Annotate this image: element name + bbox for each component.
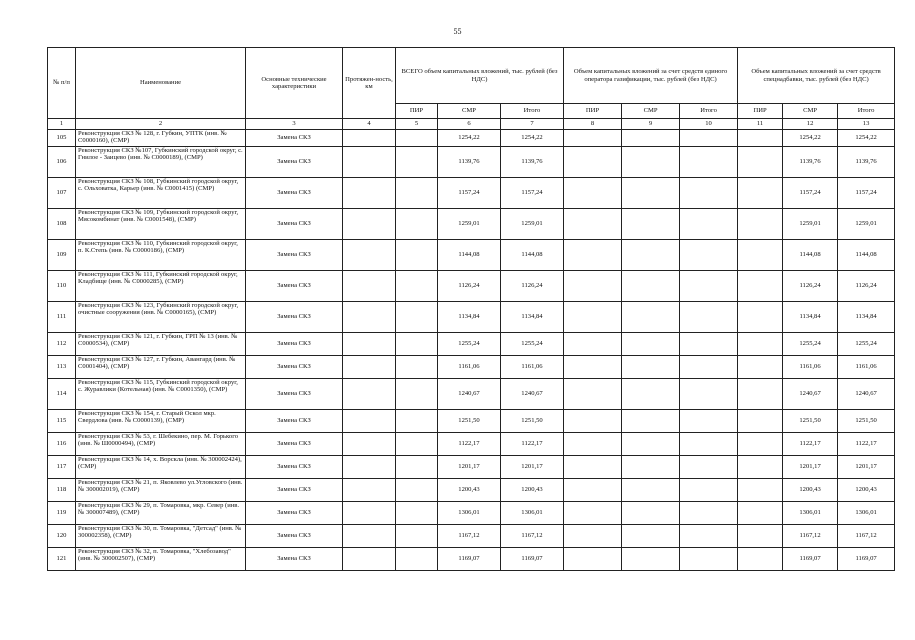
total-smr-cell: 1251,50 [438, 410, 501, 433]
row-number: 112 [48, 333, 76, 356]
total-smr-cell: 1259,01 [438, 209, 501, 240]
length-cell [343, 379, 396, 410]
header-smr: СМР [783, 104, 838, 119]
table-row [48, 525, 895, 548]
premium-pir-cell [738, 178, 783, 209]
premium-itogo-cell: 1259,01 [838, 209, 895, 240]
operator-pir-cell [564, 240, 622, 271]
operator-smr-cell [622, 525, 680, 548]
premium-itogo-cell: 1157,24 [838, 178, 895, 209]
tech-characteristics: Замена СКЗ [246, 333, 343, 356]
total-itogo-cell: 1134,84 [501, 302, 564, 333]
header-length: Протяжен-ность, км [343, 48, 396, 119]
object-name: Реконструкция СКЗ № 109, Губкинский городской округ, Мясокомбинат (инв. № С0001548), (СМР) [76, 209, 246, 240]
premium-smr-cell: 1254,22 [783, 130, 838, 147]
premium-smr-cell: 1306,01 [783, 502, 838, 525]
header-gas-operator: Объем капитальных вложений за счет средств единого оператора газификации, тыс. рублей (без НДС) [564, 48, 738, 104]
tech-characteristics: Замена СКЗ [246, 456, 343, 479]
premium-smr-cell: 1122,17 [783, 433, 838, 456]
tech-characteristics: Замена СКЗ [246, 240, 343, 271]
length-cell [343, 502, 396, 525]
object-name: Реконструкция СКЗ № 121, г. Губкин, ГРП № 13 (инв. № С0000534), (СМР) [76, 333, 246, 356]
total-pir-cell [396, 130, 438, 147]
total-smr-cell: 1254,22 [438, 130, 501, 147]
premium-smr-cell: 1161,06 [783, 356, 838, 379]
operator-smr-cell [622, 209, 680, 240]
length-cell [343, 456, 396, 479]
operator-itogo-cell [680, 410, 738, 433]
column-number-row [48, 119, 895, 130]
object-name: Реконструкция СКЗ № 14, х. Ворскла (инв. № 300002424), (СМР) [76, 456, 246, 479]
premium-pir-cell [738, 209, 783, 240]
length-cell [343, 209, 396, 240]
premium-itogo-cell: 1169,07 [838, 548, 895, 571]
operator-smr-cell [622, 302, 680, 333]
row-number: 109 [48, 240, 76, 271]
length-cell [343, 178, 396, 209]
premium-pir-cell [738, 356, 783, 379]
operator-pir-cell [564, 271, 622, 302]
total-pir-cell [396, 525, 438, 548]
premium-smr-cell: 1169,07 [783, 548, 838, 571]
total-smr-cell: 1122,17 [438, 433, 501, 456]
table-row [48, 479, 895, 502]
object-name: Реконструкция СКЗ № 108, Губкинский городской округ, с. Ольховатка, Карьер (инв. № С0001415) (СМР) [76, 178, 246, 209]
operator-pir-cell [564, 379, 622, 410]
premium-itogo-cell: 1255,24 [838, 333, 895, 356]
premium-pir-cell [738, 410, 783, 433]
row-number: 105 [48, 130, 76, 147]
operator-smr-cell [622, 130, 680, 147]
operator-pir-cell [564, 147, 622, 178]
header-pir: ПИР [564, 104, 622, 119]
premium-pir-cell [738, 240, 783, 271]
total-smr-cell: 1201,17 [438, 456, 501, 479]
operator-smr-cell [622, 410, 680, 433]
operator-smr-cell [622, 433, 680, 456]
column-number: 1 [48, 119, 76, 130]
premium-itogo-cell: 1306,01 [838, 502, 895, 525]
header-total-investment: ВСЕГО объем капитальных вложений, тыс. рублей (без НДС) [396, 48, 564, 104]
table-row [48, 333, 895, 356]
operator-smr-cell [622, 356, 680, 379]
operator-pir-cell [564, 302, 622, 333]
table-row [48, 356, 895, 379]
operator-smr-cell [622, 548, 680, 571]
column-number: 5 [396, 119, 438, 130]
premium-pir-cell [738, 456, 783, 479]
object-name: Реконструкция СКЗ № 29, п. Томаровка, мкр. Север (инв. № 300007489), (СМР) [76, 502, 246, 525]
premium-smr-cell: 1157,24 [783, 178, 838, 209]
total-pir-cell [396, 479, 438, 502]
operator-smr-cell [622, 178, 680, 209]
column-number: 2 [76, 119, 246, 130]
premium-smr-cell: 1201,17 [783, 456, 838, 479]
premium-smr-cell: 1200,43 [783, 479, 838, 502]
operator-itogo-cell [680, 130, 738, 147]
row-number: 108 [48, 209, 76, 240]
total-pir-cell [396, 178, 438, 209]
operator-itogo-cell [680, 456, 738, 479]
length-cell [343, 147, 396, 178]
header-itogo: Итого [501, 104, 564, 119]
column-number: 6 [438, 119, 501, 130]
operator-smr-cell [622, 240, 680, 271]
operator-itogo-cell [680, 147, 738, 178]
total-smr-cell: 1139,76 [438, 147, 501, 178]
row-number: 118 [48, 479, 76, 502]
operator-itogo-cell [680, 356, 738, 379]
header-itogo: Итого [680, 104, 738, 119]
row-number: 111 [48, 302, 76, 333]
header-smr: СМР [622, 104, 680, 119]
premium-smr-cell: 1144,08 [783, 240, 838, 271]
operator-pir-cell [564, 548, 622, 571]
column-number: 13 [838, 119, 895, 130]
premium-smr-cell: 1240,67 [783, 379, 838, 410]
total-smr-cell: 1255,24 [438, 333, 501, 356]
operator-itogo-cell [680, 502, 738, 525]
object-name: Реконструкция СКЗ № 127, г. Губкин, Авангард (инв. № С0001404), (СМР) [76, 356, 246, 379]
premium-pir-cell [738, 130, 783, 147]
total-itogo-cell: 1139,76 [501, 147, 564, 178]
tech-characteristics: Замена СКЗ [246, 178, 343, 209]
total-pir-cell [396, 433, 438, 456]
tech-characteristics: Замена СКЗ [246, 433, 343, 456]
tech-characteristics: Замена СКЗ [246, 379, 343, 410]
header-pir: ПИР [738, 104, 783, 119]
page-number: 55 [453, 27, 462, 36]
premium-pir-cell [738, 502, 783, 525]
length-cell [343, 240, 396, 271]
premium-smr-cell: 1255,24 [783, 333, 838, 356]
total-pir-cell [396, 456, 438, 479]
operator-pir-cell [564, 456, 622, 479]
row-number: 121 [48, 548, 76, 571]
table-row [48, 410, 895, 433]
operator-itogo-cell [680, 240, 738, 271]
row-number: 119 [48, 502, 76, 525]
premium-pir-cell [738, 147, 783, 178]
table-row [48, 209, 895, 240]
operator-itogo-cell [680, 209, 738, 240]
operator-smr-cell [622, 479, 680, 502]
premium-itogo-cell: 1201,17 [838, 456, 895, 479]
premium-smr-cell: 1126,24 [783, 271, 838, 302]
total-pir-cell [396, 502, 438, 525]
operator-pir-cell [564, 209, 622, 240]
operator-itogo-cell [680, 302, 738, 333]
operator-pir-cell [564, 433, 622, 456]
object-name: Реконструкция СКЗ № 154, г. Старый Оскол мкр. Свердлова (инв. № С0000139), (СМР) [76, 410, 246, 433]
object-name: Реконструкция СКЗ № 30, п. Томаровка, "Детсад" (инв. № 300002358), (СМР) [76, 525, 246, 548]
premium-itogo-cell: 1240,67 [838, 379, 895, 410]
total-smr-cell: 1134,84 [438, 302, 501, 333]
column-number: 8 [564, 119, 622, 130]
tech-characteristics: Замена СКЗ [246, 130, 343, 147]
total-itogo-cell: 1306,01 [501, 502, 564, 525]
premium-pir-cell [738, 525, 783, 548]
operator-pir-cell [564, 333, 622, 356]
premium-pir-cell [738, 333, 783, 356]
length-cell [343, 333, 396, 356]
operator-smr-cell [622, 333, 680, 356]
total-pir-cell [396, 147, 438, 178]
total-itogo-cell: 1254,22 [501, 130, 564, 147]
total-pir-cell [396, 271, 438, 302]
premium-smr-cell: 1259,01 [783, 209, 838, 240]
premium-pir-cell [738, 548, 783, 571]
row-number: 120 [48, 525, 76, 548]
total-pir-cell [396, 209, 438, 240]
header-name: Наименование [76, 48, 246, 119]
total-itogo-cell: 1201,17 [501, 456, 564, 479]
header-itogo: Итого [838, 104, 895, 119]
total-itogo-cell: 1169,07 [501, 548, 564, 571]
length-cell [343, 548, 396, 571]
total-itogo-cell: 1126,24 [501, 271, 564, 302]
table-row [48, 302, 895, 333]
object-name: Реконструкция СКЗ № 21, п. Яковлево ул.Угловского (инв. № 300002019), (СМР) [76, 479, 246, 502]
operator-itogo-cell [680, 548, 738, 571]
row-number: 110 [48, 271, 76, 302]
operator-smr-cell [622, 271, 680, 302]
tech-characteristics: Замена СКЗ [246, 502, 343, 525]
total-itogo-cell: 1259,01 [501, 209, 564, 240]
length-cell [343, 433, 396, 456]
column-number: 4 [343, 119, 396, 130]
tech-characteristics: Замена СКЗ [246, 356, 343, 379]
tech-characteristics: Замена СКЗ [246, 525, 343, 548]
row-number: 107 [48, 178, 76, 209]
premium-smr-cell: 1167,12 [783, 525, 838, 548]
operator-itogo-cell [680, 178, 738, 209]
tech-characteristics: Замена СКЗ [246, 302, 343, 333]
premium-itogo-cell: 1161,06 [838, 356, 895, 379]
tech-characteristics: Замена СКЗ [246, 548, 343, 571]
column-number: 12 [783, 119, 838, 130]
column-number: 3 [246, 119, 343, 130]
premium-itogo-cell: 1200,43 [838, 479, 895, 502]
column-number: 9 [622, 119, 680, 130]
length-cell [343, 302, 396, 333]
premium-pir-cell [738, 379, 783, 410]
premium-itogo-cell: 1126,24 [838, 271, 895, 302]
total-itogo-cell: 1240,67 [501, 379, 564, 410]
header-pir: ПИР [396, 104, 438, 119]
length-cell [343, 130, 396, 147]
total-smr-cell: 1126,24 [438, 271, 501, 302]
operator-smr-cell [622, 379, 680, 410]
tech-characteristics: Замена СКЗ [246, 147, 343, 178]
operator-smr-cell [622, 502, 680, 525]
object-name: Реконструкция СКЗ № 128, г. Губкин, УПТК (инв. № С0000160), (СМР) [76, 130, 246, 147]
total-itogo-cell: 1167,12 [501, 525, 564, 548]
table-body [48, 130, 895, 571]
object-name: Реконструкция СКЗ №107, Губкинский городской округ, с. Гнилое - Заицево (инв. № С0000189), (СМР) [76, 147, 246, 178]
premium-itogo-cell: 1167,12 [838, 525, 895, 548]
column-number: 11 [738, 119, 783, 130]
column-number: 10 [680, 119, 738, 130]
total-itogo-cell: 1255,24 [501, 333, 564, 356]
tech-characteristics: Замена СКЗ [246, 479, 343, 502]
object-name: Реконструкция СКЗ № 123, Губкинский городской округ, очистные сооружения (инв. № С0000165), (СМР) [76, 302, 246, 333]
table-row [48, 502, 895, 525]
row-number: 113 [48, 356, 76, 379]
premium-itogo-cell: 1122,17 [838, 433, 895, 456]
total-itogo-cell: 1200,43 [501, 479, 564, 502]
total-pir-cell [396, 333, 438, 356]
object-name: Реконструкция СКЗ № 110, Губкинский городской округ, п. К.Степь (инв. № С0000186), (СМР) [76, 240, 246, 271]
table-row [48, 147, 895, 178]
total-pir-cell [396, 302, 438, 333]
table-header [48, 48, 895, 130]
operator-itogo-cell [680, 379, 738, 410]
row-number: 106 [48, 147, 76, 178]
operator-pir-cell [564, 502, 622, 525]
operator-smr-cell [622, 147, 680, 178]
total-itogo-cell: 1122,17 [501, 433, 564, 456]
premium-itogo-cell: 1254,22 [838, 130, 895, 147]
operator-pir-cell [564, 479, 622, 502]
premium-smr-cell: 1134,84 [783, 302, 838, 333]
premium-itogo-cell: 1139,76 [838, 147, 895, 178]
header-smr: СМР [438, 104, 501, 119]
premium-smr-cell: 1251,50 [783, 410, 838, 433]
table-row [48, 271, 895, 302]
length-cell [343, 356, 396, 379]
premium-pir-cell [738, 433, 783, 456]
tech-characteristics: Замена СКЗ [246, 209, 343, 240]
total-smr-cell: 1157,24 [438, 178, 501, 209]
premium-itogo-cell: 1251,50 [838, 410, 895, 433]
total-smr-cell: 1161,06 [438, 356, 501, 379]
table-row [48, 178, 895, 209]
operator-itogo-cell [680, 333, 738, 356]
total-smr-cell: 1144,08 [438, 240, 501, 271]
table-row [48, 379, 895, 410]
total-smr-cell: 1169,07 [438, 548, 501, 571]
operator-pir-cell [564, 178, 622, 209]
total-pir-cell [396, 410, 438, 433]
total-itogo-cell: 1144,08 [501, 240, 564, 271]
table-row [48, 433, 895, 456]
column-number: 7 [501, 119, 564, 130]
row-number: 116 [48, 433, 76, 456]
premium-itogo-cell: 1144,08 [838, 240, 895, 271]
total-pir-cell [396, 379, 438, 410]
header-row-no: № п/п [48, 48, 76, 119]
object-name: Реконструкция СКЗ № 53, г. Шебекино, пер. М. Горького (инв. № Ш0000494), (СМР) [76, 433, 246, 456]
total-smr-cell: 1306,01 [438, 502, 501, 525]
total-smr-cell: 1200,43 [438, 479, 501, 502]
operator-itogo-cell [680, 271, 738, 302]
operator-itogo-cell [680, 479, 738, 502]
total-itogo-cell: 1251,50 [501, 410, 564, 433]
row-number: 115 [48, 410, 76, 433]
table-row [48, 240, 895, 271]
operator-pir-cell [564, 525, 622, 548]
header-tech: Основные технические характеристики [246, 48, 343, 119]
total-itogo-cell: 1161,06 [501, 356, 564, 379]
capital-investment-table [47, 47, 895, 571]
total-pir-cell [396, 548, 438, 571]
table-row [48, 130, 895, 147]
operator-smr-cell [622, 456, 680, 479]
header-special-premium: Объем капитальных вложений за счет средств спецнадбавки, тыс. рублей (без НДС) [738, 48, 895, 104]
total-smr-cell: 1167,12 [438, 525, 501, 548]
length-cell [343, 479, 396, 502]
operator-pir-cell [564, 130, 622, 147]
operator-itogo-cell [680, 525, 738, 548]
table-row [48, 548, 895, 571]
premium-itogo-cell: 1134,84 [838, 302, 895, 333]
table-row [48, 456, 895, 479]
row-number: 117 [48, 456, 76, 479]
premium-pir-cell [738, 271, 783, 302]
tech-characteristics: Замена СКЗ [246, 271, 343, 302]
total-smr-cell: 1240,67 [438, 379, 501, 410]
premium-smr-cell: 1139,76 [783, 147, 838, 178]
premium-pir-cell [738, 479, 783, 502]
length-cell [343, 525, 396, 548]
object-name: Реконструкция СКЗ № 32, п. Томаровка, "Хлебозавод" (инв. № 300002507), (СМР) [76, 548, 246, 571]
length-cell [343, 410, 396, 433]
total-pir-cell [396, 356, 438, 379]
object-name: Реконструкция СКЗ № 115, Губкинский городской округ, с. Журавлики (Котельная) (инв. № С0001350), (СМР) [76, 379, 246, 410]
length-cell [343, 271, 396, 302]
tech-characteristics: Замена СКЗ [246, 410, 343, 433]
operator-itogo-cell [680, 433, 738, 456]
operator-pir-cell [564, 410, 622, 433]
object-name: Реконструкция СКЗ № 111, Губкинский городской округ, Кладбище (инв. № С0000285), (СМР) [76, 271, 246, 302]
row-number: 114 [48, 379, 76, 410]
premium-pir-cell [738, 302, 783, 333]
total-itogo-cell: 1157,24 [501, 178, 564, 209]
total-pir-cell [396, 240, 438, 271]
operator-pir-cell [564, 356, 622, 379]
